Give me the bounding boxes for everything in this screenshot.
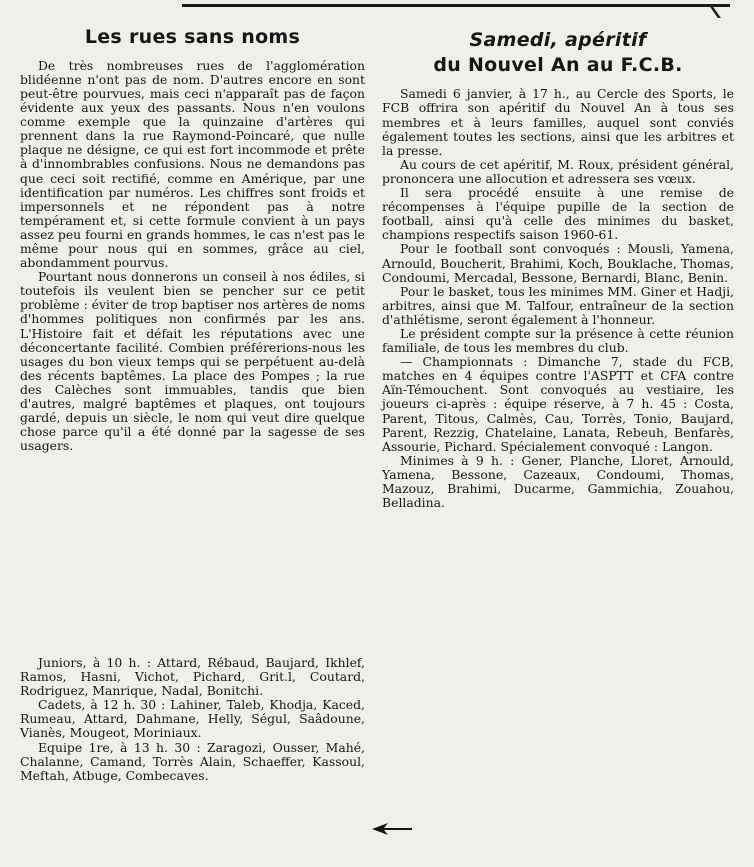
article-title: Les rues sans noms [84, 26, 301, 48]
right-column [382, 28, 734, 510]
article-paragraph: Il sera procédé ensuite à une remise de récompenses à l'équipe pupille de la section de football, ainsi qu'à celle des minimes du basket, champions respectifs saison 1960-61. [382, 185, 734, 243]
article-paragraph: Pourtant nous donnerons un conseil à nos édiles, si toutefois ils veulent bien se pencher sur ce petit problème : éviter de trop baptiser nos artères de noms d'hommes politiques non confirmés par les ans. L'Histoire fait et défait les réputations avec une déconcertante facilité. Combien préférerions-nous les usages du bon vieux temps qui se perpétuent au-delà des récents baptêmes. La place des Pompes ; la rue des Calèches sont immuables, tandis que bien d'autres, malgré baptêmes et plaques, ont toujours gardé, depuis un siècle, le nom qui veut dire quelque chose parce qu'il a été donné par la sagesse de ses usagers. [20, 269, 365, 454]
rule-corner-mark [698, 4, 721, 18]
article-paragraph: De très nombreuses rues de l'agglomération blidéenne n'ont pas de nom. D'autres encore en sont peut-être pourvues, mais ceci n'apparaît pas de façon évidente aux yeux des passants. Nous n'en voulons comme exemple que la quinzaine d'artères qui prennent dans la rue Raymond-Poincaré, que nulle plaque ne désigne, ce qui est fort incommode et prête à d'innombrables confusions. Nous ne demandons pas que ceci soit rectifié, comme en Amérique, par une identification par numéros. Les chiffres sont froids et impersonnels et ne répondent pas à notre tempérament et, si cette formule convient à un pays assez peu fourni en grands hommes, le cas n'est pas le même pour nous qui en sommes, grâce au ciel, abondamment pourvus. [20, 57, 365, 271]
article-paragraph: — Championnats : Dimanche 7, stade du FCB, matches en 4 équipes contre l'ASPTT et CFA contre Aïn-Témouchent. Sont convoqués au vestiaire, les joueurs ci-après : équipe réserve, à 7 h. 45 : Costa, Parent, Titous, Calmès, Cau, Torrès, Tonio, Baujard, Parent, Rezzig, Chatelaine, Lanata, Rebeuh, Benfarès, Assourie, Pichard. Spécialement convoqué : Langon. [382, 354, 734, 454]
title-line: du Nouvel An au F.C.B. [433, 53, 683, 76]
continuation-arrow-icon [372, 822, 412, 836]
article-paragraph: Samedi 6 janvier, à 17 h., au Cercle des Sports, le FCB offrira son apéritif du Nouvel An à tous ses membres et à leurs familles, auquel sont conviés également toutes les sections, ainsi que les arbitres et la presse. [382, 86, 734, 158]
article-paragraph: Minimes à 9 h. : Gener, Planche, Lloret, Arnould, Yamena, Bessone, Cazeaux, Condoumi, Thomas, Mazouz, Brahimi, Ducarme, Gammichia, Zouahou, Belladina. [382, 452, 734, 511]
team-list-paragraph: Juniors, à 10 h. : Attard, Rébaud, Baujard, Ikhlef, Ramos, Hasni, Vichot, Pichard, Grit.l, Coutard, Rodriguez, Manrique, Nadal, Bonitchi. [20, 655, 365, 699]
article-body [20, 59, 365, 454]
teams-continuation [20, 656, 365, 783]
article-title [382, 28, 734, 77]
left-column [20, 26, 365, 453]
article-paragraph: Pour le football sont convoqués : Mousli, Yamena, Arnould, Boucherit, Brahimi, Koch, Bouklache, Thomas, Condoumi, Mercadal, Bessone, Bernardi, Blanc, Benin. [382, 241, 734, 285]
article-paragraph: Pour le basket, tous les minimes MM. Giner et Hadji, arbitres, ainsi que M. Talfour, entraîneur de la section d'athlétisme, seront également à l'honneur. [382, 283, 734, 327]
team-list-paragraph: Equipe 1re, à 13 h. 30 : Zaragozi, Ousser, Mahé, Chalanne, Camand, Torrès Alain, Schaeffer, Kassoul, Meftah, Atbuge, Combecaves. [20, 739, 365, 783]
team-list-paragraph: Cadets, à 12 h. 30 : Lahiner, Taleb, Khodja, Kaced, Rumeau, Attard, Dahmane, Helly, Ségul, Saâdoune, Vianès, Mougeot, Moriniaux. [20, 697, 365, 741]
article-paragraph: Le président compte sur la présence à cette réunion familiale, de tous les membres du club. [382, 325, 734, 356]
title-line: Samedi, apéritif [469, 29, 647, 51]
article-body [382, 87, 734, 510]
top-rule [182, 4, 730, 7]
article-paragraph: Au cours de cet apéritif, M. Roux, président général, prononcera une allocution et adressera ses vœux. [382, 156, 734, 186]
